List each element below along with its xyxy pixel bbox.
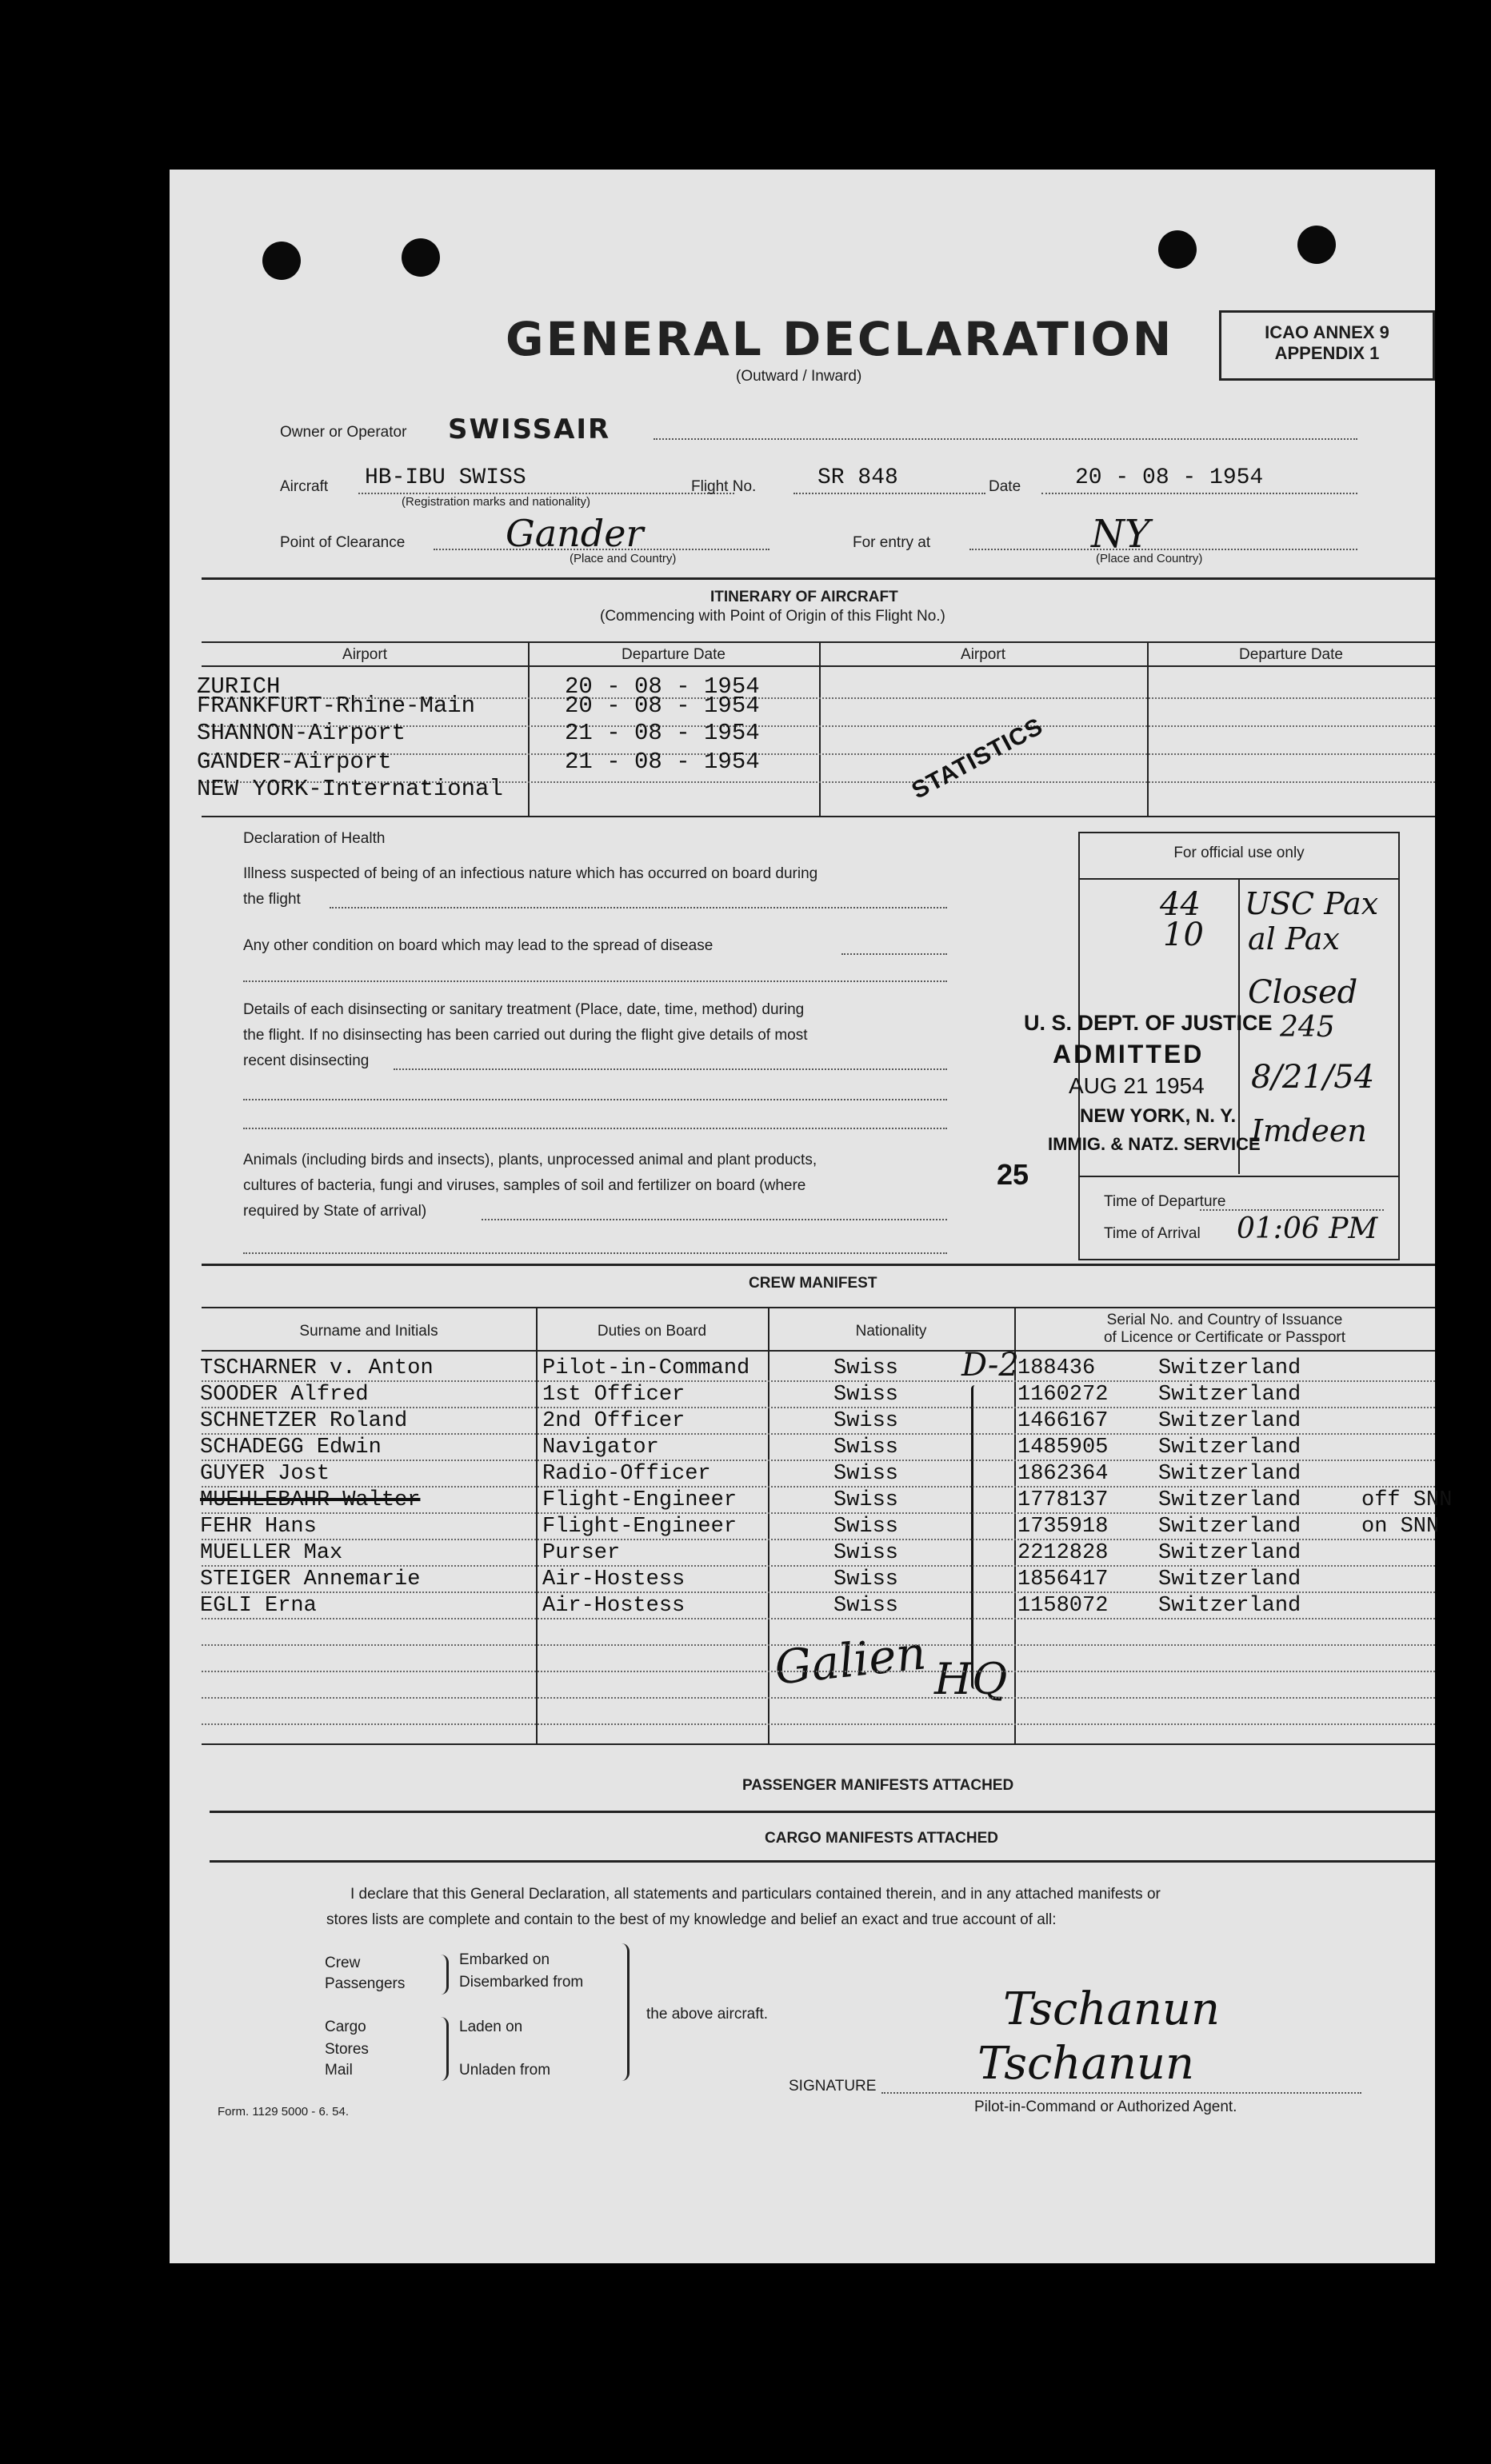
crew-name: STEIGER Annemarie	[200, 1567, 421, 1591]
arrival-label: Time of Arrival	[1104, 1225, 1201, 1242]
row-rule	[202, 1723, 1435, 1725]
crew-nationality: Swiss	[833, 1383, 899, 1407]
stamp-line-4: NEW YORK, N. Y.	[1080, 1105, 1237, 1127]
unladen-label: Unladen from	[459, 2062, 551, 2079]
form-number: Form. 1129 5000 - 6. 54.	[218, 2105, 349, 2119]
date-value: 20 - 08 - 1954	[1075, 465, 1264, 490]
itin-airport: FRANKFURT-Rhine-Main	[197, 693, 476, 719]
official-num-1: 44	[1160, 886, 1201, 923]
crew-country: Switzerland	[1158, 1515, 1301, 1539]
punch-hole	[1158, 230, 1197, 269]
owner-label: Owner or Operator	[280, 424, 407, 441]
passengers-label: Passengers	[325, 1975, 406, 1992]
itin-header-airport-2: Airport	[961, 646, 1005, 663]
crew-serial: 1158072	[1017, 1594, 1109, 1618]
itinerary-title: ITINERARY OF AIRCRAFT	[710, 589, 898, 605]
divider	[210, 1860, 1435, 1863]
itin-date: 20 - 08 - 1954	[565, 673, 760, 700]
crew-duty: Flight-Engineer	[542, 1488, 738, 1512]
crew-duty: Air-Hostess	[542, 1594, 686, 1618]
entry-note: (Place and Country)	[1096, 552, 1203, 565]
official-title: For official use only	[1173, 845, 1305, 861]
row-rule	[202, 1380, 1435, 1382]
row-rule	[202, 1460, 1435, 1461]
crew-serial: 1160272	[1017, 1383, 1109, 1407]
health-q4a: Animals (including birds and insects), plants, unprocessed animal and plant products,	[243, 1152, 817, 1168]
crew-nationality: Swiss	[833, 1594, 899, 1618]
crew-note: on SNN	[1361, 1515, 1440, 1539]
crew-serial: 1735918	[1017, 1515, 1109, 1539]
col-divider	[768, 1307, 769, 1745]
annex-line-1: ICAO ANNEX 9	[1265, 322, 1389, 342]
crew-name: SCHADEGG Edwin	[200, 1436, 382, 1460]
pilot-signature-2: Tschanun	[977, 2038, 1195, 2090]
divider	[210, 1811, 1435, 1813]
stamp-line-2: ADMITTED	[1053, 1040, 1205, 1068]
crew-nationality: Swiss	[833, 1515, 899, 1539]
arrival-value: 01:06 PM	[1237, 1212, 1378, 1245]
crew-table-top	[202, 1307, 1435, 1308]
row-rule	[202, 1671, 1435, 1672]
clearance-value: Gander	[506, 512, 644, 555]
crew-country: Switzerland	[1158, 1462, 1301, 1486]
health-line	[243, 1252, 947, 1254]
crew-name: TSCHARNER v. Anton	[200, 1356, 434, 1380]
health-line	[841, 953, 947, 955]
crew-serial: 188436	[1017, 1356, 1096, 1380]
table-top	[202, 641, 1435, 643]
crew-nationality: Swiss	[833, 1409, 899, 1433]
crew-country: Switzerland	[1158, 1541, 1301, 1565]
itin-airport: SHANNON-Airport	[197, 720, 406, 746]
punch-hole	[402, 238, 440, 277]
clearance-line	[434, 549, 769, 550]
crew-duty: Pilot-in-Command	[542, 1356, 750, 1380]
crew-name: SCHNETZER Roland	[200, 1409, 408, 1433]
brace	[438, 1955, 449, 1995]
itin-header-airport: Airport	[342, 646, 387, 663]
itin-date: 21 - 08 - 1954	[565, 720, 760, 746]
aircraft-line	[358, 493, 734, 494]
crew-bracket-line	[971, 1385, 978, 1689]
itin-date: 20 - 08 - 1954	[565, 693, 760, 719]
crew-nationality: Swiss	[833, 1488, 899, 1512]
crew-header-duty: Duties on Board	[597, 1323, 707, 1340]
crew-serial: 1856417	[1017, 1567, 1109, 1591]
divider	[202, 577, 1435, 580]
document-page	[170, 170, 1453, 2263]
crew-duty: 1st Officer	[542, 1383, 686, 1407]
entry-label: For entry at	[853, 534, 931, 551]
crew-table-bottom	[202, 1743, 1435, 1745]
crew-duty: Flight-Engineer	[542, 1515, 738, 1539]
row-rule	[202, 1644, 1435, 1646]
crew-name: EGLI Erna	[200, 1594, 317, 1618]
crew-duty: Radio-Officer	[542, 1462, 711, 1486]
health-line	[330, 907, 947, 909]
crew-header-name: Surname and Initials	[299, 1323, 438, 1340]
crew-header-nat: Nationality	[855, 1323, 927, 1340]
official-note: 245	[1280, 1011, 1335, 1044]
divider	[202, 1264, 1435, 1266]
table-bottom	[202, 816, 1435, 817]
row-rule	[202, 1512, 1435, 1514]
entry-line	[969, 549, 1357, 550]
declaration-line-2: stores lists are complete and contain to the best of my knowledge and belief an exact and true account of all:	[326, 1911, 1057, 1928]
flight-line	[793, 493, 985, 494]
crew-country: Switzerland	[1158, 1383, 1301, 1407]
crew-duty: Navigator	[542, 1436, 659, 1460]
flight-value: SR 848	[817, 465, 898, 490]
col-divider	[819, 641, 821, 817]
crew-name: SOODER Alfred	[200, 1383, 369, 1407]
clearance-label: Point of Clearance	[280, 534, 406, 551]
official-note: al Pax	[1248, 921, 1340, 956]
official-num-2: 10	[1163, 917, 1204, 953]
statistics-stamp: STATISTICS	[907, 713, 1048, 805]
itin-date: 21 - 08 - 1954	[565, 749, 760, 775]
itin-header-date: Departure Date	[622, 646, 726, 663]
stamp-line-5: IMMIG. & NATZ. SERVICE	[1048, 1134, 1261, 1154]
health-title: Declaration of Health	[243, 830, 386, 847]
itin-airport: GANDER-Airport	[197, 749, 392, 775]
date-label: Date	[989, 478, 1021, 495]
crew-header-serial-2: of Licence or Certificate or Passport	[1103, 1329, 1346, 1346]
crew-country: Switzerland	[1158, 1436, 1301, 1460]
official-divider	[1080, 1176, 1398, 1177]
laden-label: Laden on	[459, 2019, 523, 2035]
table-header-bottom	[202, 665, 1435, 667]
flight-label: Flight No.	[691, 478, 757, 495]
row-rule	[202, 1591, 1435, 1593]
stamp-number: 25	[997, 1158, 1029, 1191]
annex-line-2: APPENDIX 1	[1274, 343, 1380, 363]
crew-nationality: Swiss	[833, 1436, 899, 1460]
aircraft-note: (Registration marks and nationality)	[402, 495, 590, 509]
crew-note: off SNN	[1361, 1488, 1453, 1512]
official-note: Imdeen	[1251, 1113, 1367, 1148]
crew-annotation: D-2	[961, 1347, 1019, 1384]
stores-label: Stores	[325, 2041, 369, 2058]
aircraft-value: HB-IBU SWISS	[365, 465, 526, 490]
signature-line	[881, 2092, 1361, 2094]
crew-name: MUELLER Max	[200, 1541, 343, 1565]
stamp-line-3: AUG 21 1954	[1069, 1073, 1205, 1098]
itin-airport: ZURICH	[197, 673, 281, 700]
health-line	[243, 980, 947, 982]
itinerary-subtitle: (Commencing with Point of Origin of this Flight No.)	[600, 608, 945, 625]
crew-title: CREW MANIFEST	[749, 1275, 877, 1292]
crew-name: FEHR Hans	[200, 1515, 317, 1539]
crew-serial: 1778137	[1017, 1488, 1109, 1512]
crew-label: Crew	[325, 1955, 361, 1971]
crew-nationality: Swiss	[833, 1462, 899, 1486]
health-q1b: the flight	[243, 891, 301, 908]
declaration-line-1: I declare that this General Declaration, all statements and particulars contained therein, and in any attached manifests or	[350, 1886, 1161, 1903]
signature-label: SIGNATURE	[789, 2078, 877, 2095]
official-note: USC Pax	[1245, 886, 1379, 921]
pilot-signature-1: Tschanun	[1003, 1983, 1221, 2035]
embarked-label: Embarked on	[459, 1951, 550, 1968]
crew-country: Switzerland	[1158, 1567, 1301, 1591]
brace	[438, 2017, 449, 2081]
clearance-note: (Place and Country)	[570, 552, 677, 565]
crew-country: Switzerland	[1158, 1594, 1301, 1618]
crew-duty: 2nd Officer	[542, 1409, 686, 1433]
col-divider	[528, 641, 530, 817]
icao-annex-box	[1219, 310, 1435, 381]
crew-header-serial: Serial No. and Country of Issuance	[1106, 1312, 1343, 1328]
brace	[619, 1943, 630, 2081]
departure-label: Time of Departure	[1104, 1193, 1226, 1210]
crew-duty: Air-Hostess	[542, 1567, 686, 1591]
owner-line	[654, 438, 1357, 440]
crew-duty: Purser	[542, 1541, 621, 1565]
cargo-label: Cargo	[325, 2019, 366, 2035]
health-line	[243, 1099, 947, 1100]
health-line	[394, 1068, 947, 1070]
above-aircraft: the above aircraft.	[646, 2006, 769, 2023]
row-rule	[202, 1618, 1435, 1619]
date-line	[1041, 493, 1357, 494]
row-rule	[202, 1407, 1435, 1408]
crew-serial: 2212828	[1017, 1541, 1109, 1565]
row-rule	[202, 1697, 1435, 1699]
col-divider	[1147, 641, 1149, 817]
crew-country: Switzerland	[1158, 1409, 1301, 1433]
crew-country: Switzerland	[1158, 1488, 1301, 1512]
passenger-manifests: PASSENGER MANIFESTS ATTACHED	[742, 1777, 1014, 1794]
punch-hole	[1297, 226, 1336, 264]
row-rule	[202, 1433, 1435, 1435]
crew-serial: 1485905	[1017, 1436, 1109, 1460]
crew-name: MUEHLEBAHR Walter	[200, 1488, 421, 1512]
owner-value: SWISSAIR	[448, 413, 611, 445]
health-line	[243, 1128, 947, 1129]
page-subtitle: (Outward / Inward)	[736, 368, 862, 385]
crew-nationality: Swiss	[833, 1567, 899, 1591]
crew-nationality: Swiss	[833, 1541, 899, 1565]
health-q2: Any other condition on board which may lead to the spread of disease	[243, 937, 714, 954]
disembarked-label: Disembarked from	[459, 1974, 584, 1991]
crew-signature-2: HQ	[934, 1654, 1008, 1704]
itin-airport: NEW YORK-International	[197, 776, 503, 802]
crew-nationality: Swiss	[833, 1356, 899, 1380]
health-q3b: the flight. If no disinsecting has been carried out during the flight give details of most	[243, 1027, 808, 1044]
crew-header-bottom	[202, 1350, 1435, 1352]
official-note: Closed	[1248, 974, 1358, 1011]
itin-header-date-2: Departure Date	[1239, 646, 1343, 663]
health-q3a: Details of each disinsecting or sanitary treatment (Place, date, time, method) during	[243, 1001, 805, 1018]
health-q3c: recent disinsecting	[243, 1052, 370, 1069]
signer-caption: Pilot-in-Command or Authorized Agent.	[974, 2099, 1237, 2115]
mail-label: Mail	[325, 2062, 353, 2079]
stamp-line-1: U. S. DEPT. OF JUSTICE	[1024, 1011, 1273, 1035]
aircraft-label: Aircraft	[280, 478, 329, 495]
crew-name: GUYER Jost	[200, 1462, 330, 1486]
health-q4c: required by State of arrival)	[243, 1203, 427, 1220]
entry-value: NY	[1091, 512, 1150, 557]
health-line	[482, 1219, 947, 1220]
col-divider	[536, 1307, 538, 1745]
row-rule	[202, 1565, 1435, 1567]
cargo-manifests: CARGO MANIFESTS ATTACHED	[765, 1830, 999, 1847]
official-note: 8/21/54	[1251, 1059, 1375, 1096]
health-q1a: Illness suspected of being of an infectious nature which has occurred on board during	[243, 865, 818, 882]
departure-line	[1200, 1209, 1384, 1211]
health-q4b: cultures of bacteria, fungi and viruses, samples of soil and fertilizer on board (where	[243, 1177, 806, 1194]
punch-hole	[262, 242, 301, 280]
crew-serial: 1466167	[1017, 1409, 1109, 1433]
crew-signature: Galien	[771, 1625, 929, 1695]
crew-serial: 1862364	[1017, 1462, 1109, 1486]
row-rule	[202, 1486, 1435, 1488]
crew-country: Switzerland	[1158, 1356, 1301, 1380]
row-rule	[202, 1539, 1435, 1540]
page-title: GENERAL DECLARATION	[506, 312, 1174, 366]
